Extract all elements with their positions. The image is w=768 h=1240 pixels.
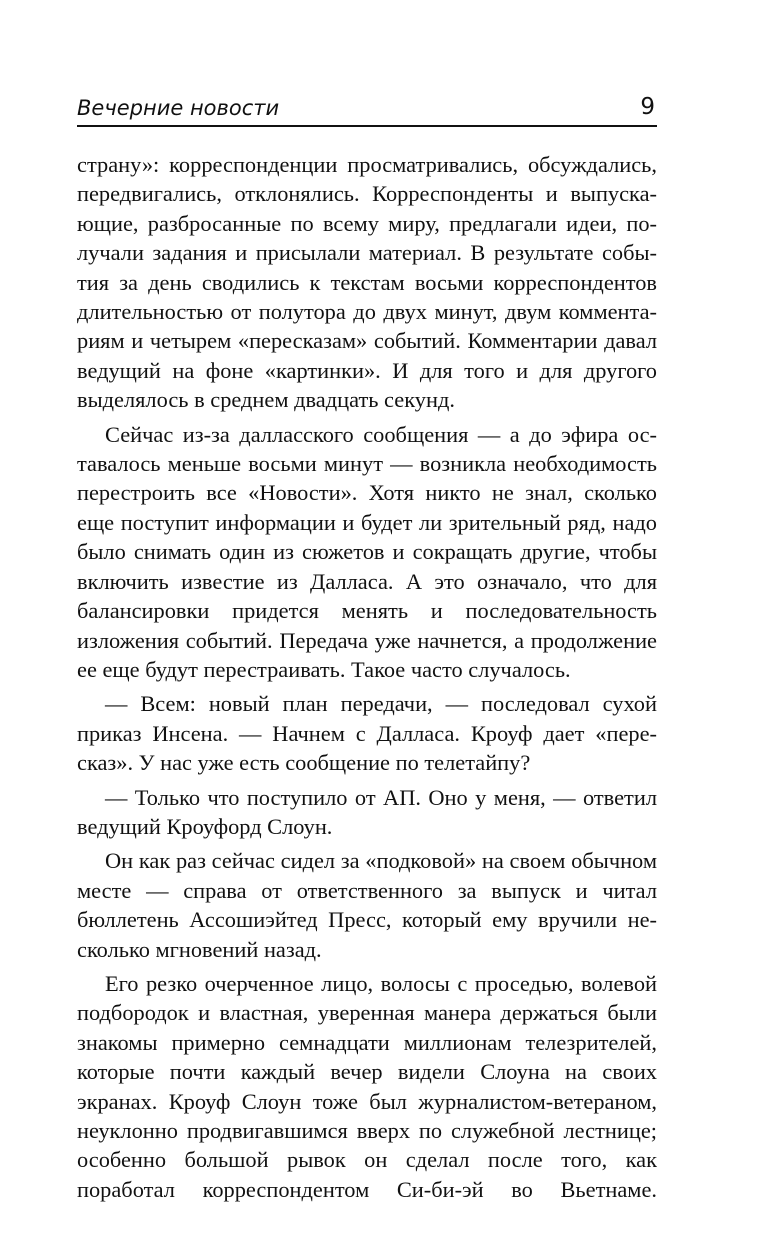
page-number: 9: [640, 94, 655, 120]
running-header: [77, 93, 657, 127]
paragraph: Его резко очерченное лицо, волосы с проседью, волевой подбородок и властная, уверенная манера держаться были знакомы примерно семнадцати миллионам телезрителей, которые почти каждый вечер видели Слоуна на своих экранах. Кроуф Слоун тоже был журналистом-ветераном, неуклонно продвигавшимся вверх по служебной лестнице; особенно большой рывок он сделал после того, как поработал корреспондентом Си-би-эй во Вьетнаме.: [77, 970, 657, 1202]
paragraph: Сейчас из-за далласского сообщения — а до эфира оставалось меньше восьми минут — возникла необходимость перестроить все «Новости». Хотя никто не знал, сколько еще поступит информации и будет ли зрительный ряд, надо было снимать один из сюжетов и сокращать другие, чтобы включить известие из Далласа. А это означало, что для балансировки придется менять и последовательность изложения событий. Передача уже начнется, а продолжение ее еще будут перестраивать. Такое часто случалось.: [77, 421, 657, 682]
paragraph: Он как раз сейчас сидел за «подковой» на своем обычном месте — справа от ответственного за выпуск и читал бюллетень Ассошиэйтед Пресс, который ему вручили несколько мгновений назад.: [77, 848, 657, 962]
paragraph: — Только что поступило от АП. Оно у меня, — ответил ведущий Кроуфорд Слоун.: [77, 784, 657, 839]
body-text: [77, 150, 657, 1209]
paragraph: страну»: корреспонденции просматривались, обсуждались, передвигались, отклонялись. Корреспонденты и выпускающие, разбросанные по всему миру, предлагали идеи, получали задания и присылали материал. В результате события за день сводились к текстам восьми корреспондентов длительностью от полутора до двух минут, двум комментариям и четырем «пересказам» событий. Комментарии давал ведущий на фоне «картинки». И для того и для другого выделялось в среднем двадцать секунд.: [77, 152, 657, 413]
paragraph: — Всем: новый план передачи, — последовал сухой приказ Инсена. — Начнем с Далласа. Кроуф дает «пересказ». У нас уже есть сообщение по телетайпу?: [77, 691, 657, 776]
running-title: Вечерние новости: [77, 96, 280, 120]
